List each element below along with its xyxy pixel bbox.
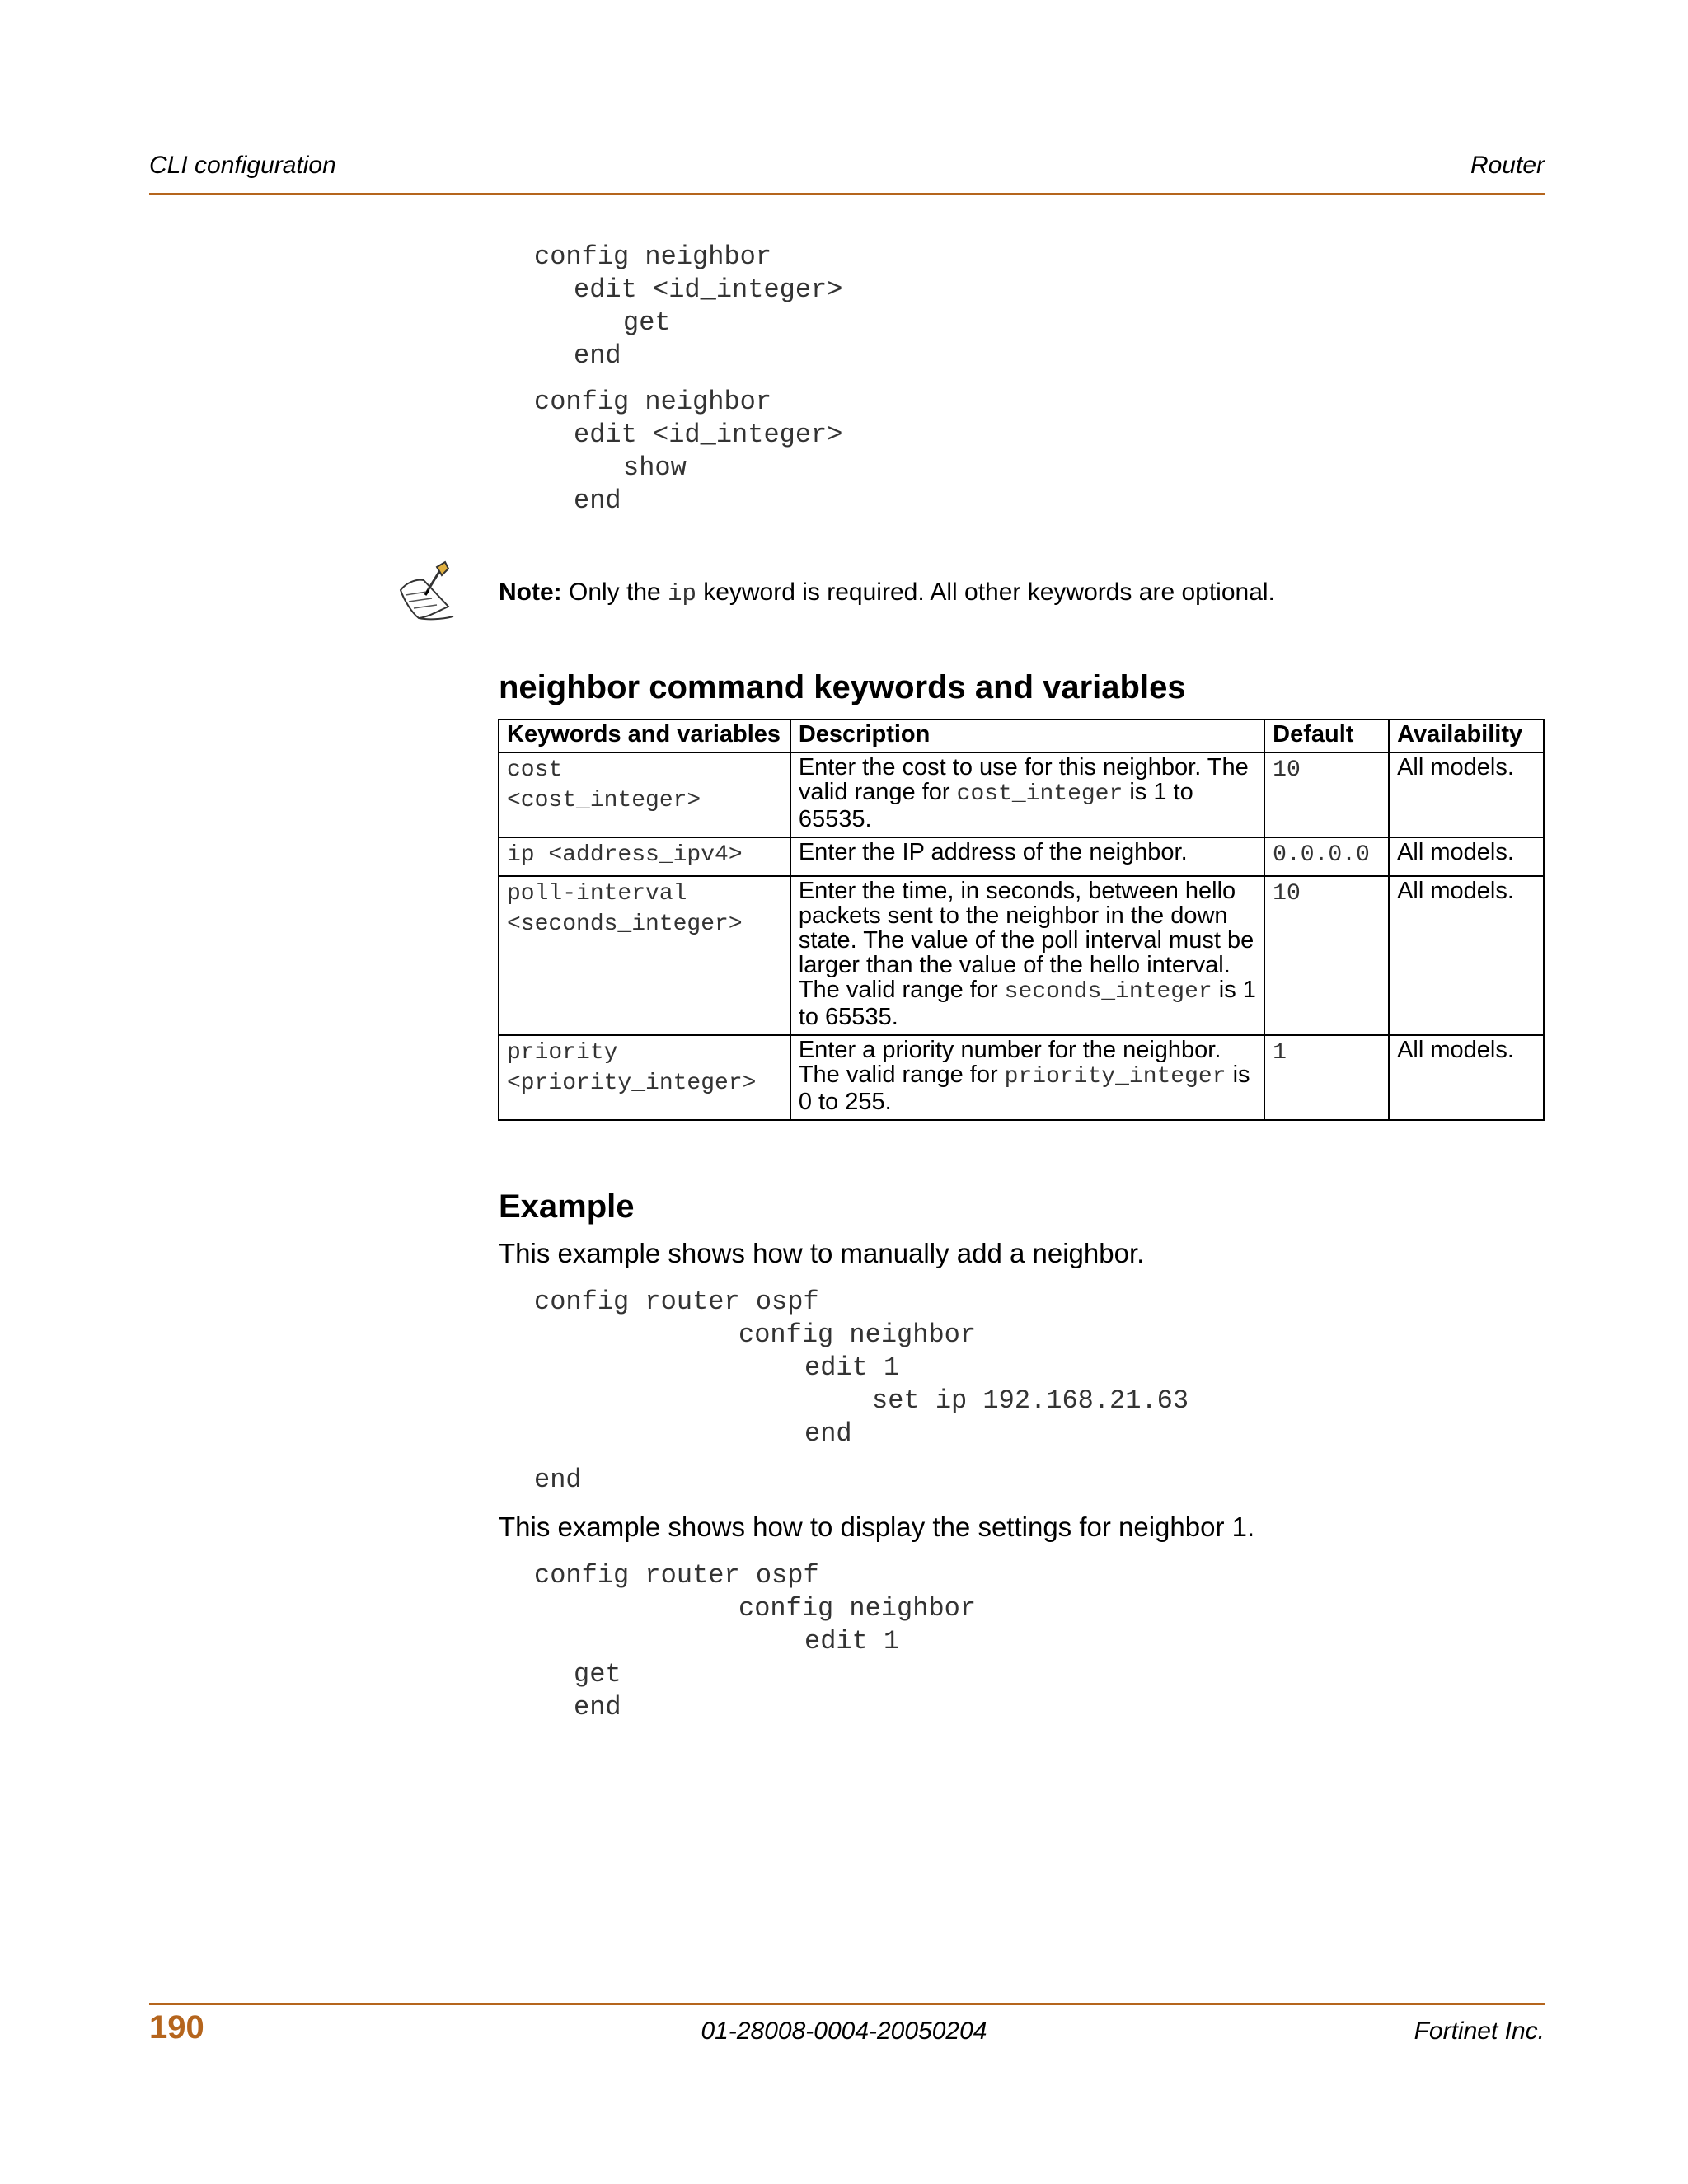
availability-cell: All models. <box>1389 837 1544 876</box>
note-text <box>499 579 1275 607</box>
desc-code: seconds_integer <box>1004 979 1212 1005</box>
desc-text: Enter the time, in seconds, between hello packets sent to the neighbor in the down state. The value of the poll interval must be larger than the value of the hello interval. The valid range for <box>798 878 1254 1003</box>
code-line: end <box>574 1692 621 1722</box>
table-row <box>499 1035 1544 1120</box>
keyword-line: <seconds_integer> <box>507 912 743 937</box>
code-line: edit 1 <box>804 1352 900 1383</box>
keyword-cell <box>499 837 790 876</box>
code-line: config router ospf <box>534 1286 819 1317</box>
keyword-line: <priority_integer> <box>507 1071 757 1096</box>
keyword-cell <box>499 752 790 837</box>
example-paragraph-2: This example shows how to display the settings for neighbor 1. <box>499 1511 1255 1542</box>
desc-text: is 1 to 65535. <box>798 977 1256 1030</box>
code-line: show <box>623 452 687 483</box>
code-line: edit <id_integer> <box>574 419 843 450</box>
note-icon <box>394 559 463 628</box>
document-id: 01-28008-0004-20050204 <box>701 2018 987 2045</box>
section-title: neighbor command keywords and variables <box>499 669 1186 705</box>
availability-cell: All models. <box>1389 752 1544 837</box>
note-keyword: ip <box>668 580 696 607</box>
table-header-cell: Description <box>790 719 1264 752</box>
code-line: config neighbor <box>534 387 772 417</box>
code-line: end <box>534 1465 582 1495</box>
code-line: get <box>623 307 671 338</box>
keyword-line: <cost_integer> <box>507 788 701 813</box>
code-line: end <box>574 485 621 516</box>
keywords-table <box>498 719 1545 1121</box>
desc-text: is 0 to 255. <box>798 1062 1250 1115</box>
description-cell <box>790 876 1264 1035</box>
default-cell: 10 <box>1264 876 1389 1035</box>
description-cell <box>790 752 1264 837</box>
desc-code: priority_integer <box>1004 1064 1226 1090</box>
default-cell: 1 <box>1264 1035 1389 1120</box>
code-line: edit 1 <box>804 1626 900 1657</box>
header-chapter-title: Router <box>1470 152 1545 179</box>
availability-cell: All models. <box>1389 876 1544 1035</box>
code-line: config neighbor <box>534 241 772 272</box>
code-line: end <box>804 1418 852 1449</box>
description-cell <box>790 837 1264 876</box>
header-rule <box>149 193 1545 195</box>
availability-cell: All models. <box>1389 1035 1544 1120</box>
note-post: keyword is required. All other keywords are optional. <box>696 579 1275 606</box>
desc-text: Enter a priority number for the neighbor. The valid range for <box>798 1037 1221 1088</box>
desc-text: is 1 to 65535. <box>798 779 1193 832</box>
default-cell: 10 <box>1264 752 1389 837</box>
code-line: set ip 192.168.21.63 <box>872 1385 1189 1416</box>
example-title: Example <box>499 1188 635 1225</box>
note-label: Note: <box>499 579 562 606</box>
table-header-cell: Default <box>1264 719 1389 752</box>
table-row <box>499 876 1544 1035</box>
note-pre: Only the <box>561 579 668 606</box>
keyword-line: ip <address_ipv4> <box>507 842 743 868</box>
code-line: get <box>574 1659 621 1690</box>
keyword-cell <box>499 876 790 1035</box>
table-header-cell: Keywords and variables <box>499 719 790 752</box>
code-line: config neighbor <box>738 1593 977 1624</box>
desc-text: Enter the cost to use for this neighbor. The valid range for <box>798 754 1249 805</box>
header-section-title: CLI configuration <box>149 152 336 179</box>
footer-rule <box>149 2003 1545 2005</box>
code-line: edit <id_integer> <box>574 274 843 305</box>
company-name: Fortinet Inc. <box>1414 2018 1545 2045</box>
default-cell: 0.0.0.0 <box>1264 837 1389 876</box>
code-line: config router ospf <box>534 1560 819 1591</box>
table-row <box>499 837 1544 876</box>
description-cell <box>790 1035 1264 1120</box>
keyword-cell <box>499 1035 790 1120</box>
table-row <box>499 752 1544 837</box>
keyword-line: priority <box>507 1040 618 1066</box>
code-line: end <box>574 340 621 371</box>
desc-code: cost_integer <box>956 781 1123 807</box>
keyword-line: cost <box>507 757 563 783</box>
table-header-row <box>499 719 1544 752</box>
keyword-line: poll-interval <box>507 881 687 907</box>
example-paragraph-1: This example shows how to manually add a neighbor. <box>499 1238 1145 1268</box>
table-header-cell: Availability <box>1389 719 1544 752</box>
code-line: config neighbor <box>738 1319 977 1350</box>
page-number: 190 <box>149 2009 204 2046</box>
desc-text: Enter the IP address of the neighbor. <box>798 839 1188 865</box>
